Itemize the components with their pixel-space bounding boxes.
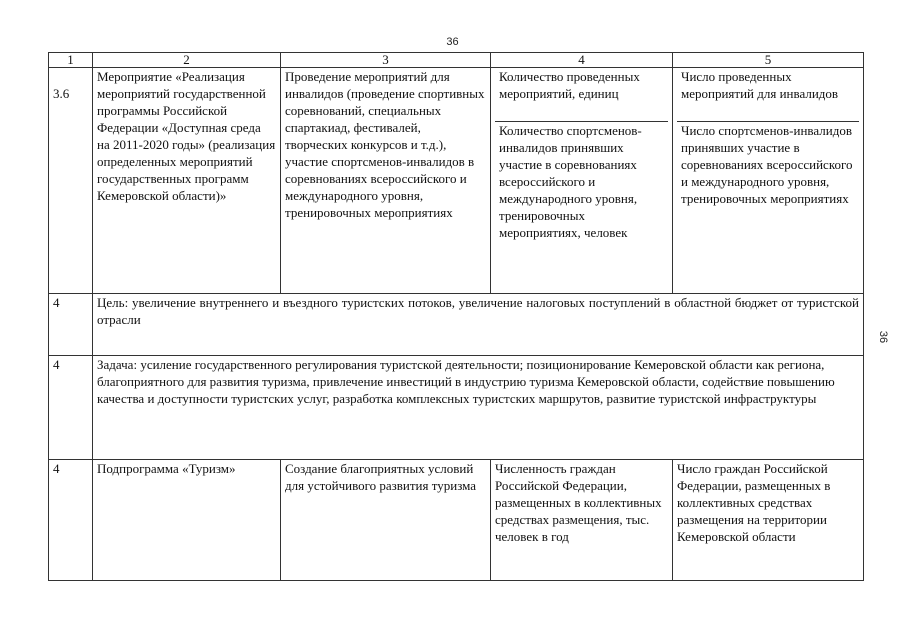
- document-table: [48, 52, 864, 581]
- table-row-goal: [49, 294, 864, 356]
- subprogram-name-cell: Подпрограмма «Туризм»: [93, 460, 281, 581]
- subprogram-description-cell: Число граждан Российской Федерации, размещенных в коллективных средствах размещения на территории Кемеровской области: [673, 460, 864, 581]
- table-header-row: [49, 53, 864, 68]
- measure-content-cell: Проведение мероприятий для инвалидов (проведение спортивных соревнований, специальных спартакиад, фестивалей, творческих конкурсов и т.д.), участие спортсменов-инвалидов в соревнованиях всероссийского и международного уровня, тренировочных мероприятиях: [281, 68, 491, 294]
- indicator-events-count: Количество проведенных мероприятий, единиц: [495, 68, 668, 122]
- description-athletes: Число спортсменов-инвалидов принявших участие в соревнованиях всероссийского и международного уровня, тренировочных мероприятиях: [681, 123, 853, 206]
- indicator-description-cell: [673, 68, 864, 294]
- header-col-5: 5: [673, 53, 864, 68]
- table-row-subprogram: [49, 460, 864, 581]
- description-events: Число проведенных мероприятий для инвалидов: [677, 68, 859, 122]
- header-col-3: 3: [281, 53, 491, 68]
- subprogram-indicator-cell: Численность граждан Российской Федерации, размещенных в коллективных средствах размещения, тыс. человек в год: [491, 460, 673, 581]
- indicator-cell: [491, 68, 673, 294]
- goal-text: Цель: увеличение внутреннего и въездного туристских потоков, увеличение налоговых поступлений в областной бюджет от туристской отрасли: [93, 294, 864, 356]
- page-number-side: 36: [877, 330, 889, 344]
- row-number: 4: [49, 460, 93, 581]
- page-number-top: 36: [446, 36, 459, 48]
- table-row-task: [49, 356, 864, 460]
- subprogram-content-cell: Создание благоприятных условий для устойчивого развития туризма: [281, 460, 491, 581]
- header-col-1: 1: [49, 53, 93, 68]
- indicator-athletes-count: Количество спортсменов-инвалидов принявших участие в соревнованиях всероссийского и международного уровня, тренировочных мероприятиях, человек: [499, 123, 642, 240]
- header-col-4: 4: [491, 53, 673, 68]
- task-text: Задача: усиление государственного регулирования туристской деятельности; позиционирование Кемеровской области как региона, благоприятного для развития туризма, привлечение инвестиций в индустрию туризма Кемеровской области, содействие повышению качества и доступности туристских услуг, разработка комплексных туристских маршрутов, развитие туристской инфраструктуры: [93, 356, 864, 460]
- row-number: 3.6: [49, 68, 93, 294]
- header-col-2: 2: [93, 53, 281, 68]
- measure-name-cell: Мероприятие «Реализация мероприятий государственной программы Российской Федерации «Доступная среда на 2011-2020 годы» (реализация определенных мероприятий государственных программ Кемеровской области)»: [93, 68, 281, 294]
- row-number: 4: [49, 356, 93, 460]
- row-number: 4: [49, 294, 93, 356]
- table-row-3-6: [49, 68, 864, 294]
